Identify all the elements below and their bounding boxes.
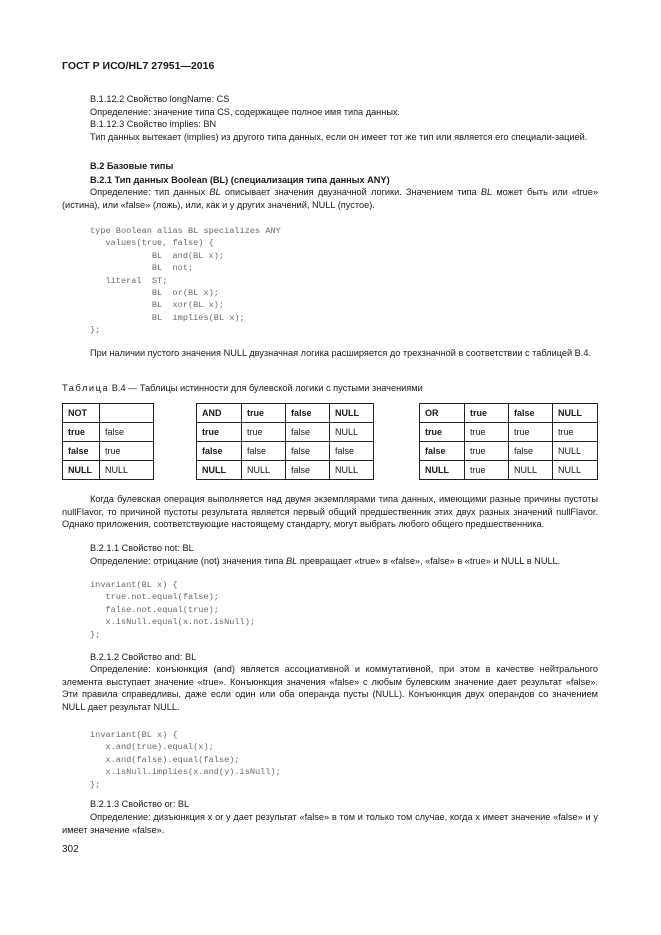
para-b211: B.2.1.1 Свойство not: BL bbox=[90, 543, 194, 553]
code-block-not: invariant(BL x) { true.not.equal(false); false.not.equal(true); x.isNull.equal(x.not.isNull); }; bbox=[90, 580, 256, 640]
code-block-boolean: type Boolean alias BL specializes ANY values(true, false) { BL and(BL x); BL not; literal ST; BL or(BL x); BL xor(BL x); BL implies(BL x); }; bbox=[90, 226, 281, 336]
page-header-title: ГОСТ Р ИСО/HL7 27951—2016 bbox=[62, 60, 215, 72]
para-b212: B.2.1.2 Свойство and: BL bbox=[90, 652, 197, 662]
table-row: NOT bbox=[63, 404, 154, 423]
para-b21-def: Определение: тип данных BL описывает значения двузначной логики. Значением типа BL может быть или «true» (истина), или «false» (ложь), или, как и у других значений, NULL (пустое). bbox=[62, 187, 598, 210]
page-number: 302 bbox=[62, 844, 79, 855]
table-row: NULL NULL bbox=[63, 461, 154, 480]
table-row: OR true false NULL bbox=[420, 404, 598, 423]
not-truth-table bbox=[62, 403, 154, 480]
or-truth-table bbox=[419, 403, 598, 480]
para-b212-def: Определение: конъюнкция (and) является ассоциативной и коммутативной, при этом в качестве нейтрального элемента выступает значение «true». Конъюнкция значения «false» с любым булевским значение дает результат «false». Эти правила справедливы, даже если один или оба операнда пусты (NULL). Конъюнкция двух операндов со значением NULL дает результат NULL. bbox=[62, 664, 598, 712]
table-row: true false bbox=[63, 423, 154, 442]
table-row: false true false NULL bbox=[420, 442, 598, 461]
para-b1123-def: Тип данных вытекает (implies) из другого типа данных, если он имеет тот же тип или является его специали-зацией. bbox=[90, 132, 588, 142]
table-row: AND true false NULL bbox=[197, 404, 374, 423]
para-b1122: B.1.12.2 Свойство longName: CS bbox=[90, 94, 230, 104]
para-b1122-def: Определение: значение типа CS, содержащее полное имя типа данных. bbox=[90, 107, 401, 117]
para-boolean-operation: Когда булевская операция выполняется над двумя экземплярами типа данных, имеющими разные причины пустоты nullFlavor, то причиной пустоты результата является первый общий предшественник этих двух разных значений nullFlavor. Однако приложения, соответствующие настоящему стандарту, могут выбрать любого общего предшественника. bbox=[62, 494, 598, 530]
table-row: true true false NULL bbox=[197, 423, 374, 442]
section-b2-heading: B.2 Базовые типы bbox=[90, 161, 174, 171]
para-b213: B.2.1.3 Свойство or: BL bbox=[90, 799, 190, 809]
para-b1123: B.1.12.3 Свойство implies: BN bbox=[90, 119, 217, 129]
section-b21-heading: B.2.1 Тип данных Boolean (BL) (специализация типа данных ANY) bbox=[90, 175, 390, 185]
para-null-extension: При наличии пустого значения NULL двузначная логика расширяется до трехзначной в соответствии с таблицей B.4. bbox=[90, 348, 592, 358]
and-truth-table bbox=[196, 403, 374, 480]
table-row: false false false false bbox=[197, 442, 374, 461]
table-row: NULL true NULL NULL bbox=[420, 461, 598, 480]
para-b211-def: Определение: отрицание (not) значения типа BL превращает «true» в «false», «false» в «true» и NULL в NULL. bbox=[90, 556, 561, 566]
table-row: NULL NULL false NULL bbox=[197, 461, 374, 480]
code-block-and: invariant(BL x) { x.and(true).equal(x); x.and(false).equal(false); x.isNull.implies(x.and(y).isNull); }; bbox=[90, 730, 281, 790]
table-row: true true true true bbox=[420, 423, 598, 442]
table-row: false true bbox=[63, 442, 154, 461]
para-b213-def: Определение: дизъюнкция x or y дает результат «false» в том и только том случае, когда x имеет значение «false» и y имеет значение «false». bbox=[62, 812, 598, 835]
table-caption: Таблица B.4 — Таблицы истинности для булевской логики с пустыми значениями bbox=[62, 383, 423, 393]
